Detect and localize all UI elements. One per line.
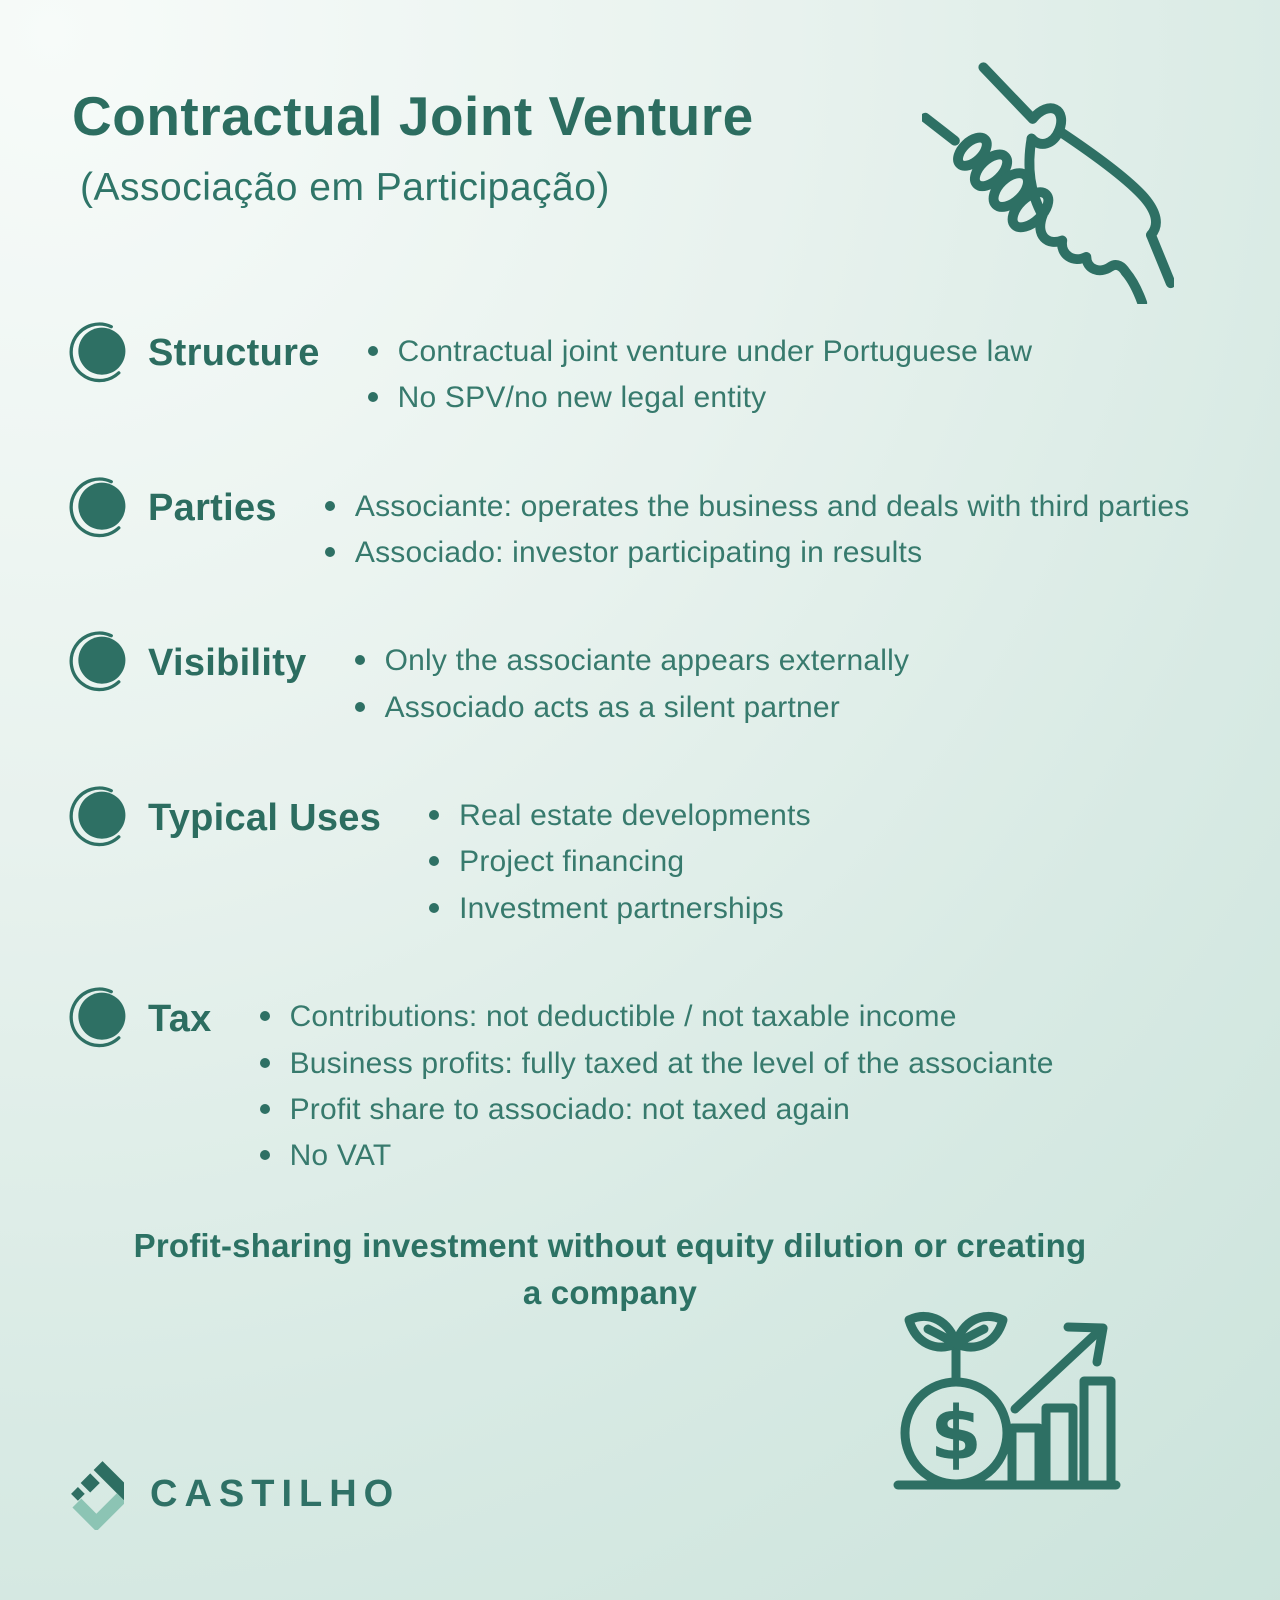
bullet-list: [320, 331, 1033, 419]
section-label: Typical Uses: [148, 796, 382, 839]
bullet-item: No VAT: [258, 1135, 1054, 1176]
bullet-item: No SPV/no new legal entity: [366, 377, 1033, 418]
bullet-item: Associado acts as a silent partner: [353, 687, 910, 728]
header: [0, 0, 1280, 210]
section-label: Tax: [148, 997, 212, 1040]
bullet-item: Contributions: not deductible / not taxable income: [258, 996, 1054, 1037]
sections: [0, 322, 1280, 1177]
bullet-item: Investment partnerships: [427, 888, 811, 929]
brand-logo: [66, 1458, 400, 1530]
brand-name: CASTILHO: [150, 1472, 401, 1515]
money-growth-icon: [888, 1302, 1124, 1494]
section-label: Parties: [148, 487, 277, 530]
section-head: [68, 631, 307, 695]
bullet-item: Business profits: fully taxed at the level of the associante: [258, 1043, 1054, 1084]
page-title: Contractual Joint Venture: [72, 85, 754, 147]
section-head: [68, 322, 320, 386]
circle-arc-icon: [68, 322, 132, 386]
section-typical-uses: [68, 786, 1210, 929]
diamond-logomark-icon: [66, 1458, 124, 1530]
circle-arc-icon: [68, 786, 132, 850]
bullet-item: Associante: operates the business and deals with third parties: [323, 486, 1190, 527]
circle-arc-icon: [68, 631, 132, 695]
bullet-item: Contractual joint venture under Portuguese law: [366, 331, 1033, 372]
section-structure: [68, 322, 1210, 419]
bullet-item: Only the associante appears externally: [353, 640, 910, 681]
section-head: [68, 477, 277, 541]
bullet-list: [277, 486, 1190, 574]
section-label: Structure: [148, 332, 320, 375]
tagline: Profit-sharing investment without equity dilution or creating a company: [133, 1226, 1087, 1311]
section-head: [68, 786, 381, 850]
bullet-item: Project financing: [427, 841, 811, 882]
bullet-item: Real estate developments: [427, 795, 811, 836]
bullet-list: [307, 640, 910, 728]
circle-arc-icon: [68, 987, 132, 1051]
bullet-item: Profit share to associado: not taxed again: [258, 1089, 1054, 1130]
page-subtitle: (Associação em Participação): [80, 165, 610, 209]
bullet-list: [212, 996, 1054, 1177]
section-label: Visibility: [148, 641, 307, 684]
section-visibility: [68, 631, 1210, 728]
section-tax: [68, 987, 1210, 1177]
section-parties: [68, 477, 1210, 574]
circle-arc-icon: [68, 477, 132, 541]
svg-text:$: $: [930, 1391, 982, 1477]
section-head: [68, 987, 212, 1051]
handshake-icon: [922, 52, 1174, 304]
bullet-list: [381, 795, 811, 929]
bullet-item: Associado: investor participating in results: [323, 532, 1190, 573]
